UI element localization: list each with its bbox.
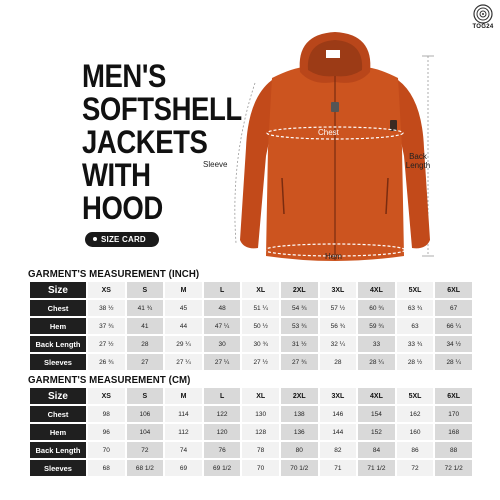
sleeve-label: Sleeve [203, 160, 228, 169]
size-column-header: 4XL [358, 388, 395, 404]
measurement-cell: 160 [397, 424, 434, 440]
measurement-cell: 136 [281, 424, 318, 440]
measurement-cell: 80 [281, 442, 318, 458]
size-column-header: 4XL [358, 282, 395, 298]
measurement-cell: 44 [165, 318, 202, 334]
measurement-cell: 71 [320, 460, 357, 476]
size-header-row [30, 388, 472, 404]
size-header-label: Size [30, 388, 86, 404]
size-column-header: M [165, 388, 202, 404]
measurement-cell: 154 [358, 406, 395, 422]
measurement-cell: 32 ¼ [320, 336, 357, 352]
row-label: Sleeves [30, 460, 86, 476]
measurement-cell: 63 [397, 318, 434, 334]
measurement-cell: 84 [358, 442, 395, 458]
size-column-header: 3XL [320, 282, 357, 298]
measurement-cell: 45 [165, 300, 202, 316]
measurement-cell: 78 [242, 442, 279, 458]
measurement-cell: 53 ¾ [281, 318, 318, 334]
measurement-cell: 28 ¼ [435, 354, 472, 370]
table-row [30, 442, 472, 458]
size-column-header: 3XL [320, 388, 357, 404]
measurement-cell: 27 ¾ [281, 354, 318, 370]
measurement-cell: 71 1/2 [358, 460, 395, 476]
measurement-cell: 86 [397, 442, 434, 458]
measurement-cell: 31 ½ [281, 336, 318, 352]
measurement-cell: 50 ½ [242, 318, 279, 334]
row-label: Back Length [30, 442, 86, 458]
measurement-cell: 146 [320, 406, 357, 422]
measurement-cell: 68 [88, 460, 125, 476]
measurement-cell: 27 ¼ [204, 354, 241, 370]
cm-size-table [28, 386, 474, 478]
jacket-image [200, 28, 500, 268]
size-column-header: 5XL [397, 282, 434, 298]
measurement-cell: 57 ½ [320, 300, 357, 316]
table-row [30, 354, 472, 370]
measurement-cell: 66 ¼ [435, 318, 472, 334]
measurement-cell: 130 [242, 406, 279, 422]
measurement-cell: 29 ¼ [165, 336, 202, 352]
measurement-cell: 72 1/2 [435, 460, 472, 476]
measurement-cell: 170 [435, 406, 472, 422]
measurement-cell: 41 ¾ [127, 300, 164, 316]
measurement-cell: 28 [320, 354, 357, 370]
measurement-cell: 152 [358, 424, 395, 440]
measurement-cell: 104 [127, 424, 164, 440]
table-row [30, 300, 472, 316]
row-label: Chest [30, 300, 86, 316]
tog24-mandala-logo-icon [473, 4, 493, 24]
measurement-cell: 33 [358, 336, 395, 352]
measurement-cell: 112 [165, 424, 202, 440]
measurement-cell: 54 ¾ [281, 300, 318, 316]
measurement-cell: 34 ½ [435, 336, 472, 352]
row-label: Hem [30, 424, 86, 440]
measurement-cell: 69 [165, 460, 202, 476]
size-card-badge [85, 232, 159, 247]
measurement-cell: 30 ¾ [242, 336, 279, 352]
size-header-label: Size [30, 282, 86, 298]
size-column-header: 6XL [435, 282, 472, 298]
measurement-cell: 67 [435, 300, 472, 316]
label-tag [326, 50, 340, 58]
inch-table-title: GARMENT'S MEASUREMENT (INCH) [28, 268, 200, 280]
measurement-cell: 28 ¼ [358, 354, 395, 370]
measurement-cell: 27 ½ [88, 336, 125, 352]
measurement-cell: 30 [204, 336, 241, 352]
size-column-header: S [127, 282, 164, 298]
measurement-cell: 70 [242, 460, 279, 476]
measurement-cell: 72 [397, 460, 434, 476]
measurement-cell: 120 [204, 424, 241, 440]
title-line: JACKETS [82, 124, 208, 160]
size-column-header: S [127, 388, 164, 404]
measurement-cell: 26 ¾ [88, 354, 125, 370]
size-column-header: M [165, 282, 202, 298]
size-column-header: 5XL [397, 388, 434, 404]
measurement-cell: 122 [204, 406, 241, 422]
size-column-header: L [204, 388, 241, 404]
measurement-cell: 28 ½ [397, 354, 434, 370]
size-card-label: SIZE CARD [101, 235, 146, 244]
size-column-header: 2XL [281, 388, 318, 404]
title-line: MEN'S [82, 58, 166, 94]
brand-name: TOG24 [472, 24, 494, 30]
row-label: Chest [30, 406, 86, 422]
back-length-label: Back Length [405, 152, 431, 170]
jacket-illustration [200, 28, 500, 268]
measurement-cell: 98 [88, 406, 125, 422]
size-column-header: XL [242, 282, 279, 298]
measurement-cell: 59 ¾ [358, 318, 395, 334]
size-column-header: 6XL [435, 388, 472, 404]
measurement-cell: 106 [127, 406, 164, 422]
table-row [30, 460, 472, 476]
table-row [30, 336, 472, 352]
measurement-cell: 63 ¾ [397, 300, 434, 316]
size-column-header: L [204, 282, 241, 298]
measurement-cell: 114 [165, 406, 202, 422]
measurement-cell: 27 ¼ [165, 354, 202, 370]
measurement-cell: 70 1/2 [281, 460, 318, 476]
measurement-cell: 48 [204, 300, 241, 316]
measurement-cell: 38 ½ [88, 300, 125, 316]
measurement-cell: 70 [88, 442, 125, 458]
measurement-cell: 60 ¾ [358, 300, 395, 316]
measurement-cell: 68 1/2 [127, 460, 164, 476]
size-column-header: XS [88, 388, 125, 404]
measurement-cell: 27 ½ [242, 354, 279, 370]
size-column-header: 2XL [281, 282, 318, 298]
row-label: Back Length [30, 336, 86, 352]
measurement-cell: 88 [435, 442, 472, 458]
measurement-cell: 56 ¾ [320, 318, 357, 334]
size-column-header: XS [88, 282, 125, 298]
measurement-cell: 37 ¾ [88, 318, 125, 334]
measurement-cell: 168 [435, 424, 472, 440]
title-line: SOFTSHELL [82, 91, 242, 127]
inch-size-table [28, 280, 474, 372]
measurement-cell: 47 ¼ [204, 318, 241, 334]
measurement-cell: 72 [127, 442, 164, 458]
table-row [30, 424, 472, 440]
title-line: HOOD [82, 190, 163, 226]
measurement-cell: 33 ¾ [397, 336, 434, 352]
measurement-cell: 28 [127, 336, 164, 352]
hem-label: Hem [325, 252, 342, 261]
measurement-cell: 138 [281, 406, 318, 422]
measurement-cell: 51 ¼ [242, 300, 279, 316]
row-label: Sleeves [30, 354, 86, 370]
cm-table-title: GARMENT'S MEASUREMENT (CM) [28, 374, 191, 386]
measurement-cell: 74 [165, 442, 202, 458]
table-row [30, 406, 472, 422]
row-label: Hem [30, 318, 86, 334]
size-column-header: XL [242, 388, 279, 404]
bullet-icon [93, 237, 97, 241]
table-row [30, 318, 472, 334]
measurement-cell: 41 [127, 318, 164, 334]
measurement-cell: 162 [397, 406, 434, 422]
measurement-cell: 82 [320, 442, 357, 458]
measurement-cell: 128 [242, 424, 279, 440]
title-line: WITH [82, 157, 151, 193]
measurement-cell: 76 [204, 442, 241, 458]
size-header-row [30, 282, 472, 298]
measurement-cell: 144 [320, 424, 357, 440]
measurement-cell: 27 [127, 354, 164, 370]
chest-label: Chest [318, 128, 339, 137]
measurement-cell: 69 1/2 [204, 460, 241, 476]
measurement-cell: 96 [88, 424, 125, 440]
